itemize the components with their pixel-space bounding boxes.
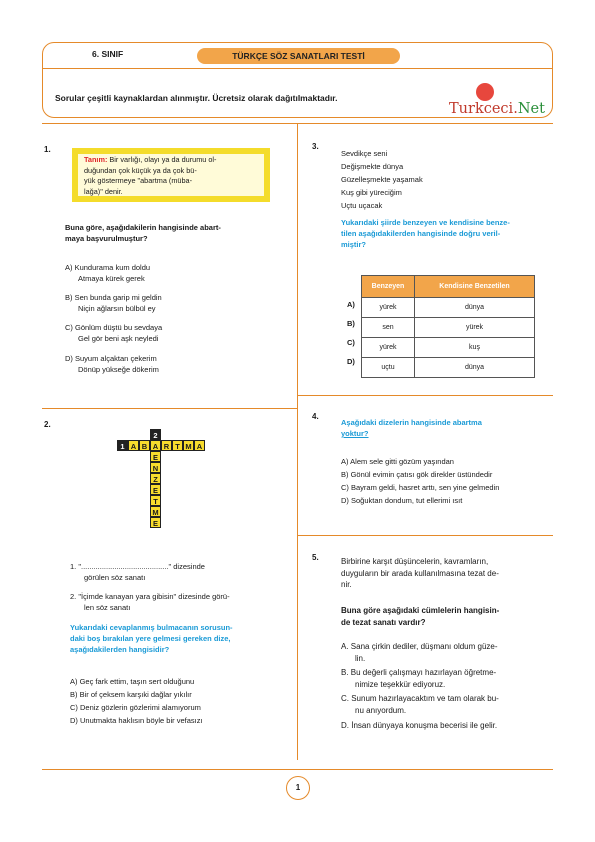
question-stem: Buna göre, aşağıdakilerin hangisinde abart- maya başvurulmuştur?	[65, 223, 221, 243]
row-label: B)	[347, 319, 355, 328]
option-c[interactable]: C. Sunum hazırlayacaktım ve tam olarak bu- nu anıyordum.	[341, 694, 499, 715]
question-number: 5.	[312, 553, 319, 562]
column-divider	[297, 123, 298, 760]
row-label: A)	[347, 300, 355, 309]
option-a[interactable]: A) Alem sele gitti gözüm yaşından	[341, 457, 454, 466]
crossword-cell: E	[150, 517, 161, 528]
page-number: 1	[286, 776, 310, 800]
notice-text: Sorular çeşitli kaynaklardan alınmıştır. Ücretsiz olarak dağıtılmaktadır.	[55, 93, 338, 103]
crossword-cell: T	[150, 495, 161, 506]
question-number: 1.	[44, 145, 51, 154]
crossword-cell: E	[150, 484, 161, 495]
question-number: 3.	[312, 142, 319, 151]
option-d[interactable]: D. İnsan dünyaya konuşma becerisi ile gelir.	[341, 721, 498, 730]
question-stem: Aşağıdaki dizelerin hangisinde abartma yoktur?	[341, 418, 482, 438]
top-rule	[42, 123, 553, 124]
header-divider	[42, 68, 553, 69]
crossword-cell: B	[139, 440, 150, 451]
crossword-cell: N	[150, 462, 161, 473]
option-b[interactable]: B) Gönül evimin çatısı gök direkler üstündedir	[341, 470, 493, 479]
clue-number-cell: 1	[117, 440, 128, 451]
grade-label: 6. SINIF	[92, 49, 124, 59]
table-header: Kendisine Benzetilen	[415, 276, 535, 298]
clue-1: 1. ".........................................." dizesinde görülen söz sanatı	[70, 562, 205, 582]
option-a[interactable]: A) Kundurama kum doldu Atmaya kürek gerek	[65, 263, 151, 283]
option-d[interactable]: D) Unutmakta haklısın böyle bir vefasızı	[70, 716, 203, 725]
right-rule-2	[297, 535, 553, 536]
crossword-cell: T	[172, 440, 183, 451]
question-number: 2.	[44, 420, 51, 429]
left-mid-rule	[42, 408, 297, 409]
table-row[interactable]: yürek kuş	[362, 338, 535, 358]
option-c[interactable]: C) Gönlüm düştü bu sevdaya Gel gör beni aşk neyledi	[65, 323, 163, 343]
question-number: 4.	[312, 412, 319, 421]
logo-icon	[476, 83, 494, 101]
clue-number-cell: 2	[150, 429, 161, 440]
option-b[interactable]: B. Bu değerli çalışmayı hazırlayan öğretme- nimize teşekkür ediyoruz.	[341, 668, 497, 689]
option-c[interactable]: C) Bayram geldi, hasret arttı, sen yine gelmedin	[341, 483, 500, 492]
bottom-rule	[42, 769, 553, 770]
table-row[interactable]: uçtu dünya	[362, 358, 535, 378]
definition-text: Tanım: Bir varlığı, olayı ya da durumu ol- duğundan çok küçük ya da çok bü- yük göstermeye "abartma (mübа- lağa)" denir.	[84, 155, 217, 196]
site-logo: Turkceci.Net	[449, 101, 545, 117]
option-a[interactable]: A. Sana çirkin dediler, düşmanı oldum güze- lin.	[341, 642, 498, 663]
crossword-cell: M	[183, 440, 194, 451]
poem: Sevdikçe seni Değişmekte dünya Güzelleşmekte yaşamak Kuş gibi yüreciğim Uçtu uçacak	[341, 149, 423, 210]
question-intro: Birbirine karşıt düşüncelerin, kavramların, duyguların bir arada kullanılmasına tezat de- nir.	[341, 557, 499, 589]
option-c[interactable]: C) Deniz gözlerin gözlerimi alamıyorum	[70, 703, 201, 712]
row-label: D)	[347, 357, 355, 366]
question-stem: Yukarıdaki cevaplanmış bulmacanın sorusun- daki boş bırakılan yere gelmesi gereken dize, aşağıdakilerden hangisidir?	[70, 623, 233, 654]
option-d[interactable]: D) Soğuktan dondum, tut ellerimi ısıt	[341, 496, 463, 505]
clue-2: 2. "İçimde kanayan yara gibisin" dizesinde görü- len söz sanatı	[70, 592, 230, 612]
crossword-cell: E	[150, 451, 161, 462]
crossword-cell: A	[128, 440, 139, 451]
question-stem: Yukarıdaki şiirde benzeyen ve kendisine benze- tilen aşağıdakilerden hangisinde doğru veril- miştir?	[341, 218, 510, 249]
table-row[interactable]: yürek dünya	[362, 298, 535, 318]
question-stem: Buna göre aşağıdaki cümlelerin hangisin- de tezat sanatı vardır?	[341, 606, 500, 627]
option-a[interactable]: A) Geç fark ettim, taşın sert olduğunu	[70, 677, 195, 686]
table-row[interactable]: sen yürek	[362, 318, 535, 338]
option-b[interactable]: B) Sen bunda garip mi geldin Niçin ağlarsın bülbül ey	[65, 293, 162, 313]
crossword-cell: M	[150, 506, 161, 517]
option-d[interactable]: D) Suyum alçaktan çekerim Dönüp yükseğe dökerim	[65, 354, 159, 374]
test-title: TÜRKÇE SÖZ SANATLARI TESTİ	[197, 48, 400, 64]
crossword-cell: Z	[150, 473, 161, 484]
answer-table	[361, 275, 535, 378]
crossword-cell: R	[161, 440, 172, 451]
definition-label: Tanım:	[84, 155, 108, 164]
right-rule-1	[297, 395, 553, 396]
row-label: C)	[347, 338, 355, 347]
crossword-cell: A	[194, 440, 205, 451]
crossword-cell: A	[150, 440, 161, 451]
option-b[interactable]: B) Bir of çeksem karşıki dağlar yıkılır	[70, 690, 192, 699]
table-header: Benzeyen	[362, 276, 415, 298]
